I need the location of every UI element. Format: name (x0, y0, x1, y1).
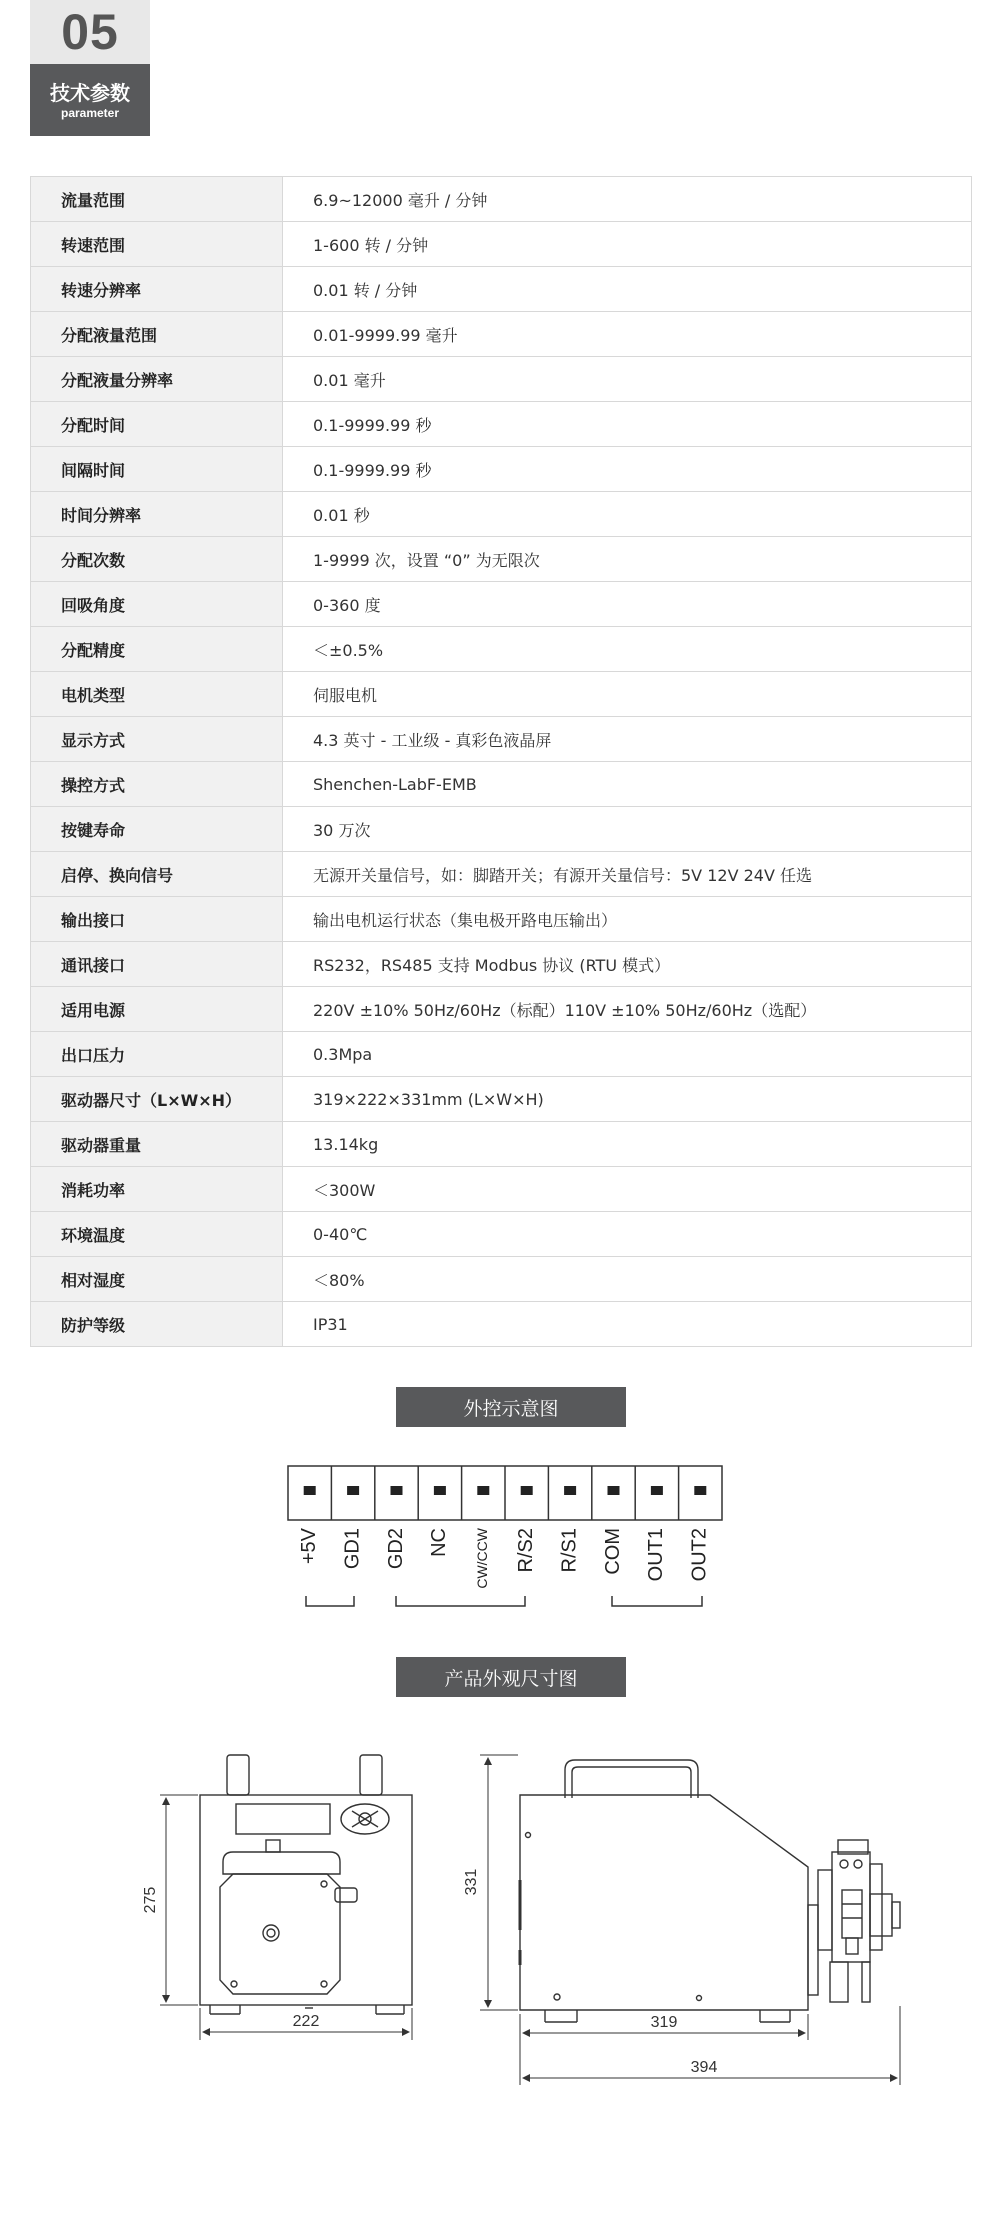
spec-row (31, 627, 972, 672)
spec-value: 0.1-9999.99 秒 (283, 447, 972, 492)
spec-value: RS232，RS485 支持 Modbus 协议 (RTU 模式） (283, 942, 972, 987)
spec-key: 输出接口 (31, 897, 283, 942)
spec-row (31, 897, 972, 942)
front-height-label: 275 (142, 1886, 159, 1914)
spec-value: 319×222×331mm (L×W×H) (283, 1077, 972, 1122)
spec-value: 0.01 毫升 (283, 357, 972, 402)
terminal-diagram (0, 1450, 1000, 1630)
dimension-drawing (0, 1740, 1000, 2180)
spec-row (31, 852, 972, 897)
spec-key: 分配液量范围 (31, 312, 283, 357)
spec-row (31, 267, 972, 312)
spec-row (31, 1077, 972, 1122)
spec-key: 相对湿度 (31, 1257, 283, 1302)
terminal-pin (608, 1486, 620, 1495)
side-body-length-label: 319 (650, 2014, 678, 2031)
spec-row (31, 1212, 972, 1257)
spec-value: 0.1-9999.99 秒 (283, 402, 972, 447)
spec-row (31, 942, 972, 987)
spec-key: 操控方式 (31, 762, 283, 807)
spec-key: 出口压力 (31, 1032, 283, 1077)
terminal-pin (434, 1486, 446, 1495)
terminal-label: GD1 (341, 1528, 364, 1570)
spec-key: 流量范围 (31, 177, 283, 222)
spec-value: 0.01 秒 (283, 492, 972, 537)
terminal-label: OUT1 (645, 1528, 668, 1582)
spec-key: 驱动器重量 (31, 1122, 283, 1167)
spec-row (31, 492, 972, 537)
section-title: 技术参数 (50, 81, 130, 105)
spec-row (31, 177, 972, 222)
spec-key: 防护等级 (31, 1302, 283, 1347)
spec-value: 0.01 转 / 分钟 (283, 267, 972, 312)
spec-key: 启停、换向信号 (31, 852, 283, 897)
spec-row (31, 537, 972, 582)
terminal-pin (347, 1486, 359, 1495)
spec-value: 4.3 英寸 - 工业级 - 真彩色液晶屏 (283, 717, 972, 762)
spec-key: 转速范围 (31, 222, 283, 267)
spec-value: ＜300W (283, 1167, 972, 1212)
side-total-length-label: 394 (690, 2059, 718, 2076)
spec-row (31, 312, 972, 357)
spec-row (31, 1032, 972, 1077)
front-view (160, 1755, 412, 2040)
terminal-label: R/S2 (514, 1528, 537, 1573)
spec-value: 无源开关量信号，如：脚踏开关；有源开关量信号：5V 12V 24V 任选 (283, 852, 972, 897)
spec-key: 显示方式 (31, 717, 283, 762)
spec-key: 分配次数 (31, 537, 283, 582)
spec-row (31, 447, 972, 492)
spec-value: ＜80% (283, 1257, 972, 1302)
spec-value: 0-360 度 (283, 582, 972, 627)
front-width-label: 222 (292, 2013, 320, 2030)
side-height-label: 331 (463, 1868, 480, 1896)
terminal-label: R/S1 (558, 1528, 581, 1573)
spec-key: 回吸角度 (31, 582, 283, 627)
spec-row (31, 807, 972, 852)
spec-key: 消耗功率 (31, 1167, 283, 1212)
terminal-label: OUT2 (688, 1528, 711, 1582)
spec-key: 按键寿命 (31, 807, 283, 852)
terminal-label: CW/CCW (474, 1528, 491, 1589)
terminal-label: +5V (297, 1528, 320, 1565)
spec-value: 输出电机运行状态（集电极开路电压输出） (283, 897, 972, 942)
spec-row (31, 672, 972, 717)
spec-key: 适用电源 (31, 987, 283, 1032)
section-number: 05 (30, 0, 150, 64)
terminal-pin (477, 1486, 489, 1495)
spec-row (31, 1122, 972, 1167)
terminal-label: GD2 (384, 1528, 407, 1570)
spec-row (31, 582, 972, 627)
spec-value: Shenchen-LabF-EMB (283, 762, 972, 807)
spec-row (31, 357, 972, 402)
spec-value: 伺服电机 (283, 672, 972, 717)
terminal-label: NC (428, 1528, 451, 1557)
spec-row (31, 987, 972, 1032)
spec-value: 0-40℃ (283, 1212, 972, 1257)
spec-value: 0.3Mpa (283, 1032, 972, 1077)
spec-value: 1-9999 次，设置 “0” 为无限次 (283, 537, 972, 582)
dimension-drawing-title: 产品外观尺寸图 (396, 1657, 626, 1697)
spec-key: 转速分辨率 (31, 267, 283, 312)
terminal-pin (694, 1486, 706, 1495)
terminal-pin (564, 1486, 576, 1495)
section-label (30, 64, 150, 136)
section-badge (30, 0, 150, 136)
terminal-pin (304, 1486, 316, 1495)
spec-row (31, 402, 972, 447)
spec-key: 电机类型 (31, 672, 283, 717)
spec-value: 220V ±10% 50Hz/60Hz（标配）110V ±10% 50Hz/60Hz（选配） (283, 987, 972, 1032)
spec-key: 通讯接口 (31, 942, 283, 987)
terminal-pin (651, 1486, 663, 1495)
spec-value: IP31 (283, 1302, 972, 1347)
terminal-diagram-title: 外控示意图 (396, 1387, 626, 1427)
spec-key: 间隔时间 (31, 447, 283, 492)
spec-row (31, 717, 972, 762)
spec-row (31, 222, 972, 267)
spec-value: ＜±0.5% (283, 627, 972, 672)
spec-row (31, 1302, 972, 1347)
spec-key: 环境温度 (31, 1212, 283, 1257)
spec-value: 0.01-9999.99 毫升 (283, 312, 972, 357)
spec-row (31, 762, 972, 807)
spec-key: 驱动器尺寸（L×W×H） (31, 1077, 283, 1122)
spec-table (30, 176, 972, 1347)
spec-value: 6.9~12000 毫升 / 分钟 (283, 177, 972, 222)
spec-row (31, 1257, 972, 1302)
terminal-pin (391, 1486, 403, 1495)
terminal-label: COM (601, 1528, 624, 1575)
spec-row (31, 1167, 972, 1212)
spec-value: 1-600 转 / 分钟 (283, 222, 972, 267)
section-subtitle: parameter (60, 106, 120, 120)
spec-value: 30 万次 (283, 807, 972, 852)
spec-key: 分配时间 (31, 402, 283, 447)
spec-key: 分配液量分辨率 (31, 357, 283, 402)
spec-key: 分配精度 (31, 627, 283, 672)
spec-value: 13.14kg (283, 1122, 972, 1167)
side-view (480, 1755, 900, 2085)
terminal-pin (521, 1486, 533, 1495)
spec-key: 时间分辨率 (31, 492, 283, 537)
